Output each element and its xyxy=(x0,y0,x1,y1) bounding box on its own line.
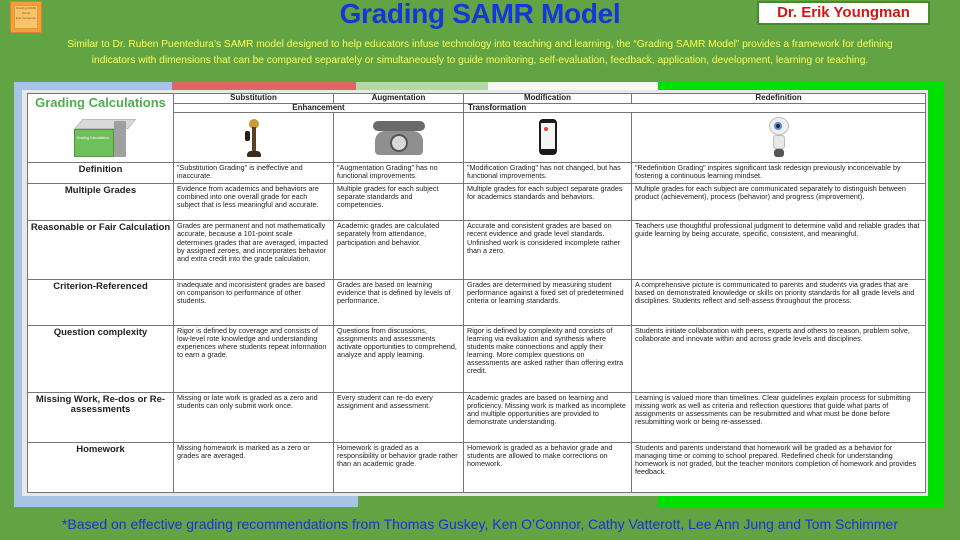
table-row xyxy=(28,279,926,325)
table-cell: Homework is graded as a responsibility or behavior grade rather than an academic grade. xyxy=(334,442,464,492)
grading-title: Grading Calculations xyxy=(35,95,166,110)
row-label: Multiple Grades xyxy=(28,183,174,221)
table-cell: "Redefinition Grading" inspires significant task redesign previously inconceivable by fostering a continuous learning mindset. xyxy=(632,162,926,183)
samr-table xyxy=(27,93,926,493)
table-cell: Academic grades are calculated separately from attendance, participation and behavior. xyxy=(334,221,464,279)
group-enhancement: Enhancement xyxy=(174,103,464,113)
table-row xyxy=(28,162,926,183)
box-front xyxy=(74,129,114,157)
row-label: Reasonable or Fair Calculation xyxy=(28,221,174,279)
table-cell: Grades are determined by measuring student performance against a fixed set of predetermined criteria or learning standards. xyxy=(464,279,632,325)
subtitle-line-1: Similar to Dr. Ruben Puentedura’s SAMR model designed to help educators infuse technology into teaching and learning, the “Grading SAMR Model” provides a framework for defining xyxy=(67,39,893,50)
column-header-row xyxy=(28,94,926,104)
row-label: Criterion-Referenced xyxy=(28,279,174,325)
table-cell: Multiple grades for each subject are communicated separately to distinguish between product (achievement), process (behavior) and progress (improvement). xyxy=(632,183,926,221)
column-header-substitution: Substitution xyxy=(174,94,334,104)
row-label: Homework xyxy=(28,442,174,492)
candlestick-phone-icon xyxy=(245,117,263,157)
table-row xyxy=(28,183,926,221)
table-cell: Missing or late work is graded as a zero and students can only submit work once. xyxy=(174,392,334,442)
table-cell: Students initiate collaboration with peers, experts and others to reason, problem solve, collaborate and innovate within and across grade levels and disciplines. xyxy=(632,325,926,392)
box-top xyxy=(74,119,136,129)
table-row xyxy=(28,325,926,392)
table-cell: Accurate and consistent grades are based on recent evidence and grade level standards. Unfinished work is considered incomplete rather than a zero. xyxy=(464,221,632,279)
table-cell: Grades are based on learning evidence that is defined by levels of performance. xyxy=(334,279,464,325)
table-cell: Multiple grades for each subject separate grades for academics standards and behaviors. xyxy=(464,183,632,221)
row-label: Question complexity xyxy=(28,325,174,392)
table-cell: Homework is graded as a behavior grade and students are allowed to make corrections on homework. xyxy=(464,442,632,492)
table-cell: A comprehensive picture is communicated to parents and students via grades that are based on demonstrated knowledge or skills on priority standards for all grade levels and disciplines. Students reflect and self-assess throughout the process. xyxy=(632,279,926,325)
column-header-redefinition: Redefinition xyxy=(632,94,926,104)
footnote: *Based on effective grading recommendations from Thomas Guskey, Ken O’Connor, Cathy Vatterott, Lee Ann Jung and Tom Schimmer xyxy=(61,516,899,532)
smartphone-icon xyxy=(539,119,557,155)
column-header-modification: Modification xyxy=(464,94,632,104)
group-transformation: Transformation xyxy=(464,103,926,113)
table-cell: Students and parents understand that homework will be graded as a behavior for managing time or coming to school prepared. Redefined check for understanding homework is not graded, but the teacher monitors completion of homework and provides feedback. xyxy=(632,442,926,492)
table-cell: Teachers use thoughtful professional judgment to determine valid and reliable grades that guide learning by being accurate, specific, consistent, and meaningful. xyxy=(632,221,926,279)
table-cell: Grades are permanent and not mathematically accurate, because a 101-point scale determines grades that are averaged, impacted by assigned zeroes, and incorporates behavior and extra credit into the grade calculation. xyxy=(174,221,334,279)
box-side xyxy=(114,121,126,157)
row-label: Definition xyxy=(28,162,174,183)
icon-cell-redefinition xyxy=(632,113,926,163)
table-row xyxy=(28,392,926,442)
row-label: Missing Work, Re-dos or Re-assessments xyxy=(28,392,174,442)
grading-box-icon xyxy=(74,119,128,157)
table-cell: Questions from discussions, assignments and assessments activate opportunities to comprehend, analyze and apply learning. xyxy=(334,325,464,392)
subtitle-line-2: indicators with dimensions that can be compared separately or simultaneously to guide monitoring, self-evaluation, feedback, application, development, learning or teaching. xyxy=(91,55,869,66)
table-cell: Academic grades are based on learning and proficiency. Missing work is marked as incomplete and multiple opportunities are provided to demonstrate understanding. xyxy=(464,392,632,442)
table-row xyxy=(28,442,926,492)
table-cell: Missing homework is marked as a zero or grades are averaged. xyxy=(174,442,334,492)
table-cell: Every student can re-do every assignment and assessment. xyxy=(334,392,464,442)
table-cell: Rigor is defined by complexity and consists of learning via evaluation and synthesis where students make connections and apply their learning. More complex questions on assessments are asked rather than offering extra credit. xyxy=(464,325,632,392)
table-cell: "Modification Grading" has not changed, but has functional improvements. xyxy=(464,162,632,183)
table-cell: Multiple grades for each subject separate standards and competencies. xyxy=(334,183,464,221)
subtitle xyxy=(16,37,944,69)
icon-cell-substitution xyxy=(174,113,334,163)
rotary-phone-icon xyxy=(371,119,427,155)
table-cell: Inadequate and inconsistent grades are based on comparison to performance of other students. xyxy=(174,279,334,325)
table-cell: Rigor is defined by coverage and consists of low-level rote knowledge and understanding experiences where students repeat information to earn a grade. xyxy=(174,325,334,392)
logo-line1: Grading SAMR Model xyxy=(15,6,37,15)
page-title: Grading SAMR Model xyxy=(339,0,621,29)
column-header-augmentation: Augmentation xyxy=(334,94,464,104)
grading-corner-cell xyxy=(28,94,174,163)
table-cell: Evidence from academics and behaviors are combined into one overall grade for each subject that is less meaningful and accurate. xyxy=(174,183,334,221)
icon-cell-modification xyxy=(464,113,632,163)
icon-cell-augmentation xyxy=(334,113,464,163)
table-row xyxy=(28,221,926,279)
robot-icon xyxy=(764,117,794,157)
table-cell: Learning is valued more than timelines. Clear guidelines explain process for submitting missing work as well as criteria and reflection questions that guide what parts of assignments or assessments can be resubmitted and what must be done before resubmitting work or being re-assessed. xyxy=(632,392,926,442)
logo-line2: Erik Youngman xyxy=(15,16,37,20)
box-label: Grading Calculations xyxy=(76,136,109,140)
table-cell: "Substitution Grading" is ineffective and inaccurate. xyxy=(174,162,334,183)
table-cell: "Augmentation Grading" has no functional improvements. xyxy=(334,162,464,183)
author-badge: Dr. Erik Youngman xyxy=(757,1,930,25)
